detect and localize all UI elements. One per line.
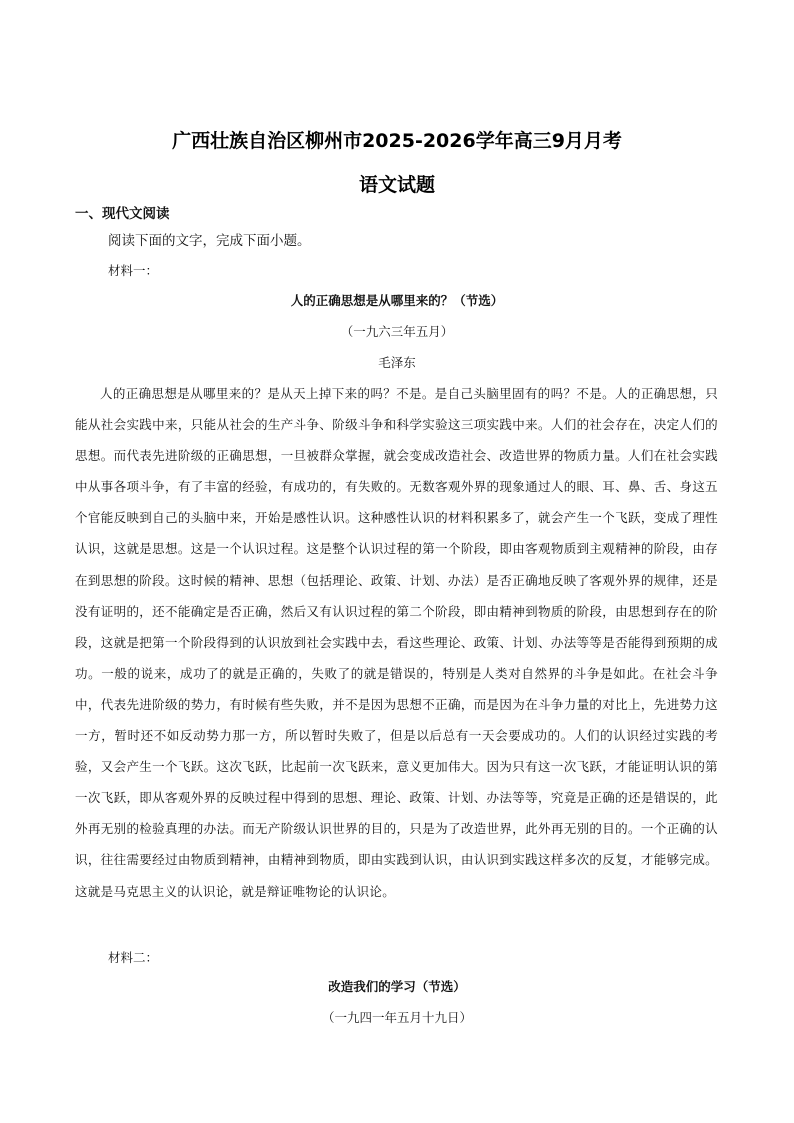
section-heading: 一、现代文阅读 [75,206,170,222]
material1-date: （一九六三年五月） [340,324,454,339]
material1-author: 毛泽东 [378,355,416,370]
material1-article-title: 人的正确思想是从哪里来的？（节选） [290,293,504,308]
material2-article-title: 改造我们的学习（节选） [328,979,466,994]
material2-label: 材料二： [108,950,159,965]
exam-subtitle: 语文试题 [358,174,435,196]
material1-label: 材料一： [108,263,159,278]
instruction-text: 阅读下面的文字，完成下面小题。 [108,233,311,249]
material2-date: （一九四一年五月十九日） [321,1010,472,1025]
material1-body: 人的正确思想是从哪里来的？是从天上掉下来的吗？不是。是自己头脑里固有的吗？不是。人的正确思想，只能从社会实践中来，只能从社会的生产斗争、阶级斗争和科学实验这三项实践中来。人们的社会存在，决定人们的思想。而代表先进阶级的正确思想，一旦被群众掌握，就会变成改造社会、改造世界的物质力量。人们在社会实践中从事各项斗争，有了丰富的经验，有成功的，有失败的。无数客观外界的现象通过人的眼、耳、鼻、舌、身这五个官能反映到自己的头脑中来，开始是感性认识。这种感性认识的材料积累多了，就会产生一个飞跃，变成了理性认识，这就是思想。这是一个认识过程。这是整个认识过程的第一个阶段，即由客观物质到主观精神的阶段，由存在到思想的阶段。这时候的精神、思想（包括理论、政策、计划、办法）是否正确地反映了客观外界的规律，还是没有证明的，还不能确定是否正确，然后又有认识过程的第二个阶段，即由精神到物质的阶段，由思想到存在的阶段，这就是把第一个阶段得到的认识放到社会实践中去，看这些理论、政策、计划、办法等等是否能得到预期的成功。一般的说来，成功了的就是正确的，失败了的就是错误的，特别是人类对自然界的斗争是如此。在社会斗争中，代表先进阶级的势力，有时候有些失败，并不是因为思想不正确，而是因为在斗争力量的对比上，先进势力这一方，暂时还不如反动势力那一方，所以暂时失败了，但是以后总有一天会要成功的。人们的认识经过实践的考验，又会产生一个飞跃。这次飞跃，比起前一次飞跃来，意义更加伟大。因为只有这一次飞跃，才能证明认识的第一次飞跃，即从客观外界的反映过程中得到的思想、理论、政策、计划、办法等等，究竟是正确的还是错误的，此外再无别的检验真理的办法。而无产阶级认识世界的目的，只是为了改造世界，此外再无别的目的。一个正确的认识，往往需要经过由物质到精神，由精神到物质，即由实践到认识，由认识到实践这样多次的反复，才能够完成。这就是马克思主义的认识论，就是辩证唯物论的认识论。 [75,386,718,899]
exam-title: 广西壮族自治区柳州市2025-2026学年高三9月月考 [172,130,622,152]
